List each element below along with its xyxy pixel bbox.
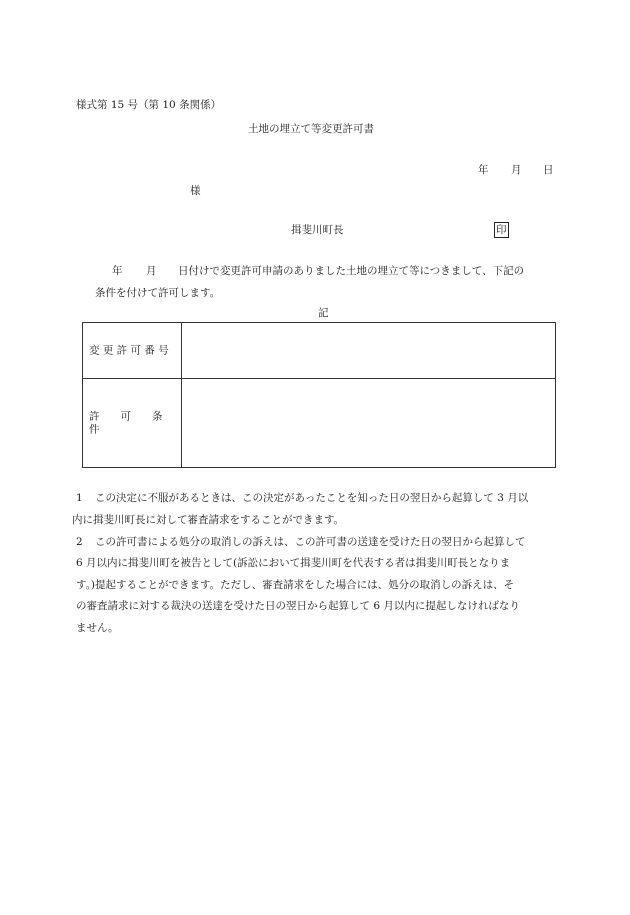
note-2-line-1: この許可書による処分の取消しの訴えは、この許可書の送達を受けた日の翌日から起算して (95, 536, 526, 548)
permit-conditions-field[interactable] (182, 379, 555, 467)
issuer-name: 揖斐川町長 (291, 224, 344, 236)
note-1-number: 1 (76, 492, 83, 504)
note-1-line-2: 内に揖斐川町長に対して審査請求をすることができます。 (72, 514, 345, 526)
ki-heading: 記 (318, 307, 329, 319)
body-text-line-2: 条件を付けて許可します。 (95, 287, 221, 299)
note-1-line-1: この決定に不服があるときは、この決定があったことを知った日の翌日から起算して 3 月以 (95, 492, 529, 504)
form-number: 様式第 15 号（第 10 条関係） (76, 99, 222, 111)
date-month-label: 月 (511, 164, 522, 176)
details-table (82, 322, 556, 468)
date-year-label: 年 (478, 164, 489, 176)
change-permit-number-field[interactable] (182, 323, 555, 378)
note-2-line-2: 6 月以内に揖斐川町を被告として(訴訟において揖斐川町を代表する者は揖斐川町長となりま (76, 557, 511, 569)
table-label-cell (83, 323, 182, 378)
body-year-label: 年 (112, 265, 123, 277)
addressee-honorific: 様 (190, 185, 201, 197)
permit-conditions-label: 許 可 条 件 (89, 410, 184, 435)
change-permit-number-label: 変 更 許 可 番 号 (89, 344, 169, 357)
seal-mark: 印 (496, 224, 507, 236)
note-2-number: 2 (76, 536, 83, 548)
table-label-cell (83, 379, 182, 467)
note-2-line-3: す。)提起することができます。ただし、審査請求をした場合には、処分の取消しの訴えは、そ (76, 579, 515, 591)
table-row-conditions (83, 379, 555, 467)
document-title: 土地の埋立て等変更許可書 (248, 123, 374, 135)
date-day-label: 日 (543, 164, 554, 176)
body-month-label: 月 (146, 265, 157, 277)
table-row-change-number (83, 323, 555, 379)
body-text-line-1: 日付けで変更許可申請のありました土地の埋立て等につきまして、下記の (178, 265, 525, 277)
note-2-line-4: の審査請求に対する裁決の送達を受けた日の翌日から起算して 6 月以内に提起しなければなり (76, 600, 520, 612)
note-2-line-5: ません。 (76, 622, 119, 634)
